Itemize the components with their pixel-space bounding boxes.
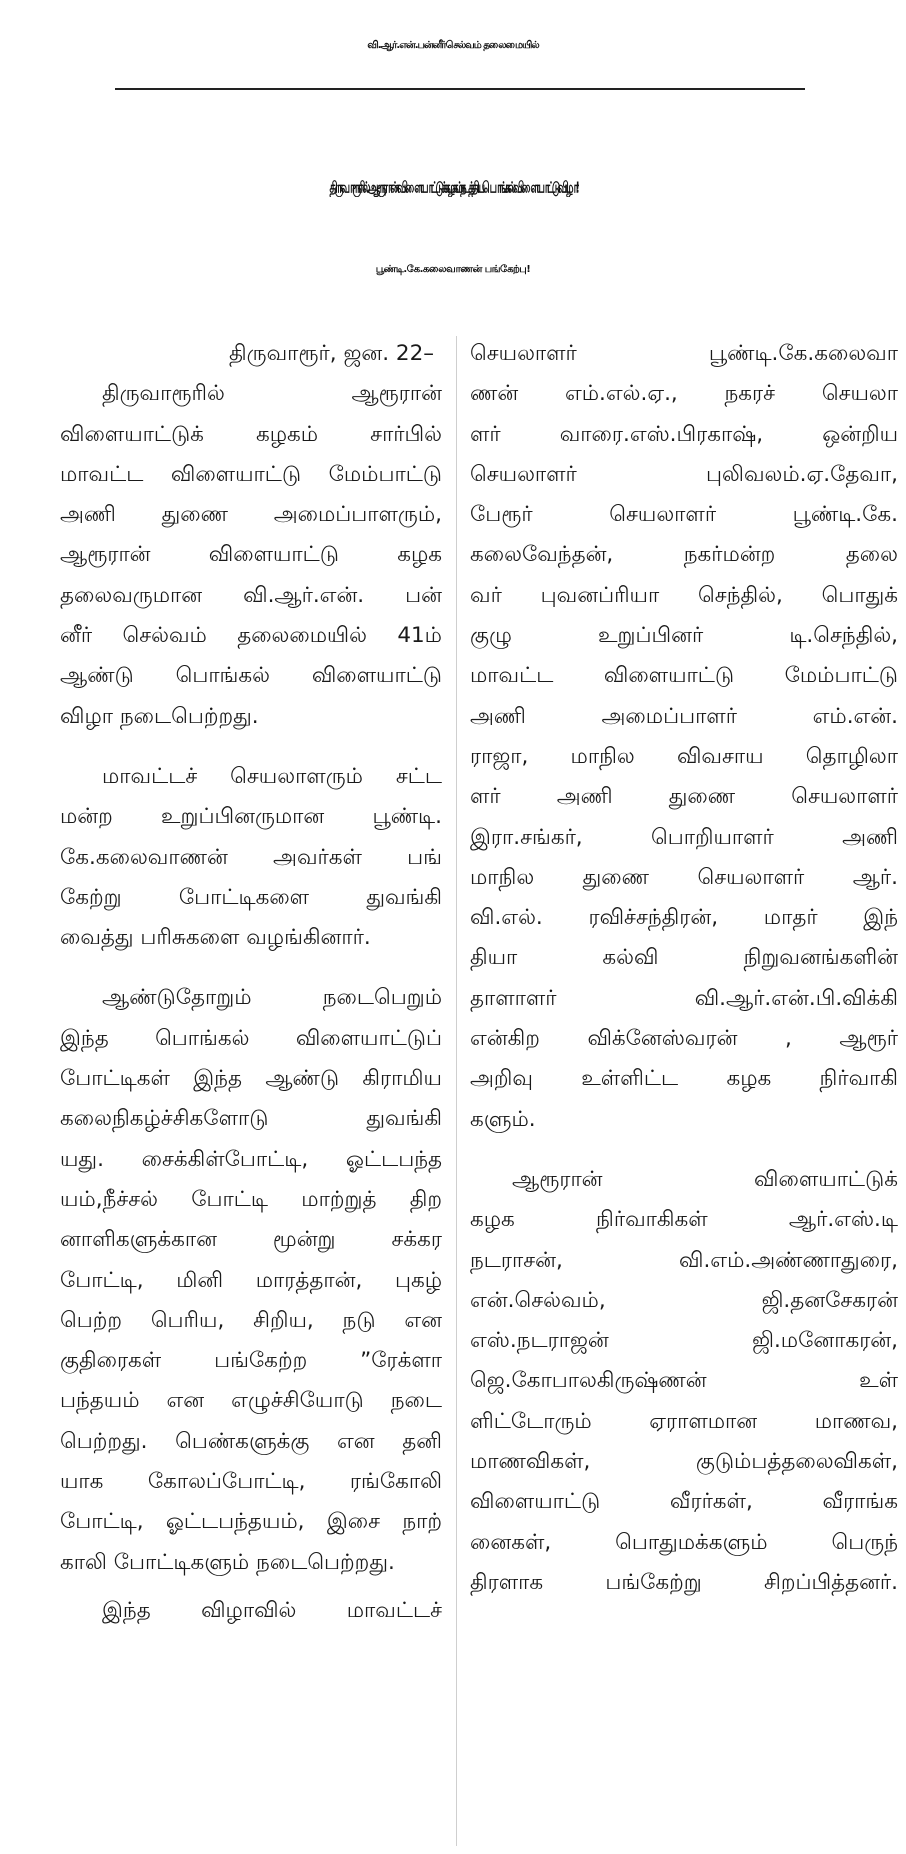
article-line: கேற்று போட்டிகளை துவங்கி xyxy=(60,884,442,910)
paragraph-gap xyxy=(60,1583,442,1591)
article-line: வர் புவனப்ரியா செந்தில், பொதுக் xyxy=(470,582,898,608)
article-line: ஆண்டுதோறும் நடைபெறும் xyxy=(102,985,442,1011)
article-line: ளிட்டோரும் ஏராளமான மாணவ, xyxy=(470,1408,898,1434)
dateline: திருவாரூர், ஜன. 22– xyxy=(229,341,434,366)
paragraph-gap xyxy=(60,958,442,978)
article-line: ஆண்டு பொங்கல் விளையாட்டு xyxy=(60,663,442,689)
article-line: களும். xyxy=(470,1106,536,1132)
headline-rule xyxy=(115,88,805,90)
article-line: பந்தயம் என எழுச்சியோடு நடை xyxy=(60,1388,442,1414)
article-line: போட்டி, மினி மாரத்தான், புகழ் xyxy=(60,1267,442,1293)
article-line: காலி போட்டிகளும் நடைபெற்றது. xyxy=(60,1549,395,1575)
headline-line-1: வி.ஆர்.என்.பன்னீர்செல்வம் தலைமையில் xyxy=(367,40,539,51)
article-line: திருவாரூரில் ஆரூரான் xyxy=(102,381,442,407)
article-line: தாளாளர் வி.ஆர்.என்.பி.விக்கி xyxy=(470,985,898,1011)
article-line: வி.எல். ரவிச்சந்திரன், மாதர் இந் xyxy=(470,905,898,931)
article-line: குதிரைகள் பங்கேற்ற ”ரேக்ளா xyxy=(60,1348,442,1374)
article-line: னாளிகளுக்கான மூன்று சக்கர xyxy=(60,1227,442,1253)
article-line: கே.கலைவாணன் அவர்கள் பங் xyxy=(60,844,442,870)
paragraph-gap xyxy=(60,737,442,757)
article-line: விழா நடைபெற்றது. xyxy=(60,703,259,729)
headline-line-3: பூண்டி.கே.கலைவாணன் பங்கேற்பு! xyxy=(375,264,531,275)
column-divider xyxy=(456,336,457,1846)
article-line: பெற்ற பெரிய, சிறிய, நடு என xyxy=(60,1307,442,1333)
article-line: ஆரூரான் விளையாட்டு கழக xyxy=(60,542,442,568)
article-left-column xyxy=(60,334,442,1631)
article-line: மாவட்ட விளையாட்டு மேம்பாட்டு xyxy=(60,461,442,487)
article-line: அறிவு உள்ளிட்ட கழக நிர்வாகி xyxy=(470,1066,898,1092)
article-line: மாவட்டச் செயலாளரும் சட்ட xyxy=(102,763,442,789)
article-line: கலைநிகழ்ச்சிகளோடு துவங்கி xyxy=(60,1106,442,1132)
article-line: நடராசன், வி.எம்.அண்ணாதுரை, xyxy=(470,1247,898,1273)
article-line: யாக கோலப்போட்டி, ரங்கோலி xyxy=(60,1469,442,1495)
article-line: யது. சைக்கிள்போட்டி, ஓட்டபந்த xyxy=(60,1146,442,1172)
article-line: தியா கல்வி நிறுவனங்களின் xyxy=(470,945,898,971)
article-line: ராஜா, மாநில விவசாய தொழிலா xyxy=(470,743,898,769)
article-right-column xyxy=(470,334,898,1603)
article-line: வைத்து பரிசுகளை வழங்கினார். xyxy=(60,925,371,951)
article-line: எஸ்.நடராஜன் ஜி.மனோகரன், xyxy=(470,1328,898,1354)
article-line: ஆரூரான் விளையாட்டுக் xyxy=(512,1166,898,1192)
article-line: செயலாளர் புலிவலம்.ஏ.தேவா, xyxy=(470,461,898,487)
article-line: போட்டி, ஓட்டபந்தயம், இசை நாற் xyxy=(60,1509,442,1535)
article-line: இந்த பொங்கல் விளையாட்டுப் xyxy=(60,1025,442,1051)
headline-line-2: திருவாரூரில் ஆரூரான் விளையாட்டுக் கழகம் நடத்திய பொங்கல் விளையாட்டு விழா! xyxy=(329,179,577,197)
article-line: விளையாட்டுக் கழகம் சார்பில் xyxy=(60,421,442,447)
article-line: ளர் வாரை.எஸ்.பிரகாஷ், ஒன்றிய xyxy=(470,421,898,447)
article-line: என்.செல்வம், ஜி.தனசேகரன் xyxy=(470,1287,898,1313)
article-line: அணி துணை அமைப்பாளரும், xyxy=(60,502,442,528)
article-line: ஜெ.கோபாலகிருஷ்ணன் உள் xyxy=(470,1368,898,1394)
article-line: கலைவேந்தன், நகர்மன்ற தலை xyxy=(470,542,898,568)
article-line: திரளாக பங்கேற்று சிறப்பித்தனர். xyxy=(470,1569,898,1595)
article-line: இந்த விழாவில் மாவட்டச் xyxy=(102,1597,442,1623)
article-line: யம்,நீச்சல் போட்டி மாற்றுத் திற xyxy=(60,1186,442,1212)
article-line: மன்ற உறுப்பினருமான பூண்டி. xyxy=(60,804,442,830)
article-line: ளர் அணி துணை செயலாளர் xyxy=(470,784,898,810)
article-line: போட்டிகள் இந்த ஆண்டு கிராமிய xyxy=(60,1066,442,1092)
article-line: விளையாட்டு வீரர்கள், வீராங்க xyxy=(470,1489,898,1515)
article-line: தலைவருமான வி.ஆர்.என். பன் xyxy=(60,582,442,608)
article-line: அணி அமைப்பாளர் எம்.என். xyxy=(470,703,898,729)
article-line: னீர் செல்வம் தலைமையில் 41ம் xyxy=(60,623,442,649)
article-line: பேரூர் செயலாளர் பூண்டி.கே. xyxy=(470,502,898,528)
article-line: னைகள், பொதுமக்களும் பெருந் xyxy=(470,1529,898,1555)
article-line: இரா.சங்கர், பொறியாளர் அணி xyxy=(470,824,898,850)
paragraph-gap xyxy=(470,1140,898,1160)
article-line: குழு உறுப்பினர் டி.செந்தில், xyxy=(470,623,898,649)
article-line: என்கிற விக்னேஸ்வரன் , ஆரூர் xyxy=(470,1026,898,1052)
article-line: மாநில துணை செயலாளர் ஆர். xyxy=(470,864,898,890)
article-line: கழக நிர்வாகிகள் ஆர்.எஸ்.டி xyxy=(470,1207,898,1233)
article-line: பெற்றது. பெண்களுக்கு என தனி xyxy=(60,1428,442,1454)
article-line: ணன் எம்.எல்.ஏ., நகரச் செயலா xyxy=(470,381,898,407)
article-line: மாவட்ட விளையாட்டு மேம்பாட்டு xyxy=(470,663,898,689)
article-line: செயலாளர் பூண்டி.கே.கலைவா xyxy=(470,341,898,366)
article-line: மாணவிகள், குடும்பத்தலைவிகள், xyxy=(470,1449,898,1475)
